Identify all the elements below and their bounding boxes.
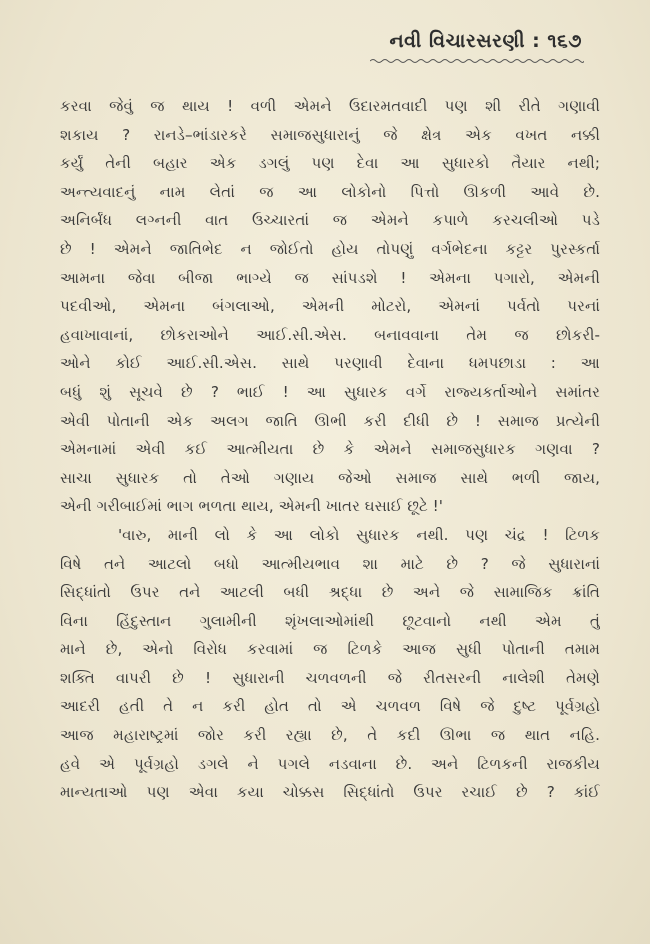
text-line: હવાખાવાનાં, છોકરાઓને આઈ.સી.એસ. બનાવવાના તેમ જ છોકરી- <box>60 325 600 344</box>
text-line: પદવીઓ, એમના બંગલાઓ, એમની મોટરો, એમનાં પર્વતો પરનાં <box>60 297 600 316</box>
text-line: શક્તિ વાપરી છે ! સુધારાની ચળવળની જે રીતસરની નાલેશી તેમણે <box>60 668 600 687</box>
text-line: એની ગરીબાઈમાં ભાગ ભળતા થાય, એમની ખાતર ઘસાઈ છૂટે !' <box>60 497 443 516</box>
text-line: કરવા જેવું જ થાય ! વળી એમને ઉદારમતવાદી પણ શી રીતે ગણાવી <box>60 97 600 115</box>
text-line: અનિર્બંધ લગ્નની વાત ઉચ્ચારતાં જ એમને કપાળે કરચલીઓ પડે <box>60 211 600 230</box>
text-line: આમના જેવા બીજા ભાગ્યે જ સાંપડશે ! એમના પગારો, એમની <box>60 268 600 287</box>
body-text <box>60 92 600 807</box>
text-line: એવી પોતાની એક અલગ જાતિ ઊભી કરી દીધી છે ! સમાજ પ્રત્યેની <box>60 411 600 430</box>
text-line: વિષે તને આટલો બધો આત્મીયભાવ શા માટે છે ? જે સુધારાનાં <box>60 554 600 573</box>
text-line: હવે એ પૂર્વગ્રહો ડગલે ને પગલે નડવાના છે. અને ટિળકની રાજકીય <box>60 754 600 773</box>
running-header: નવી વિચારસરણી : ૧૬૭ <box>389 30 582 52</box>
header-wavy-rule <box>370 58 584 64</box>
text-line: વિના હિંદુસ્તાન ગુલામીની શૃંખલાઓમાંથી છૂટવાનો નથી એમ તું <box>60 611 600 630</box>
paragraph-2 <box>60 521 600 807</box>
text-line: ઓને કોઈ આઈ.સી.એસ. સાથે પરણાવી દેવાના ધમપછાડા : આ <box>60 354 600 373</box>
text-line: શકાય ? રાનડે–ભાંડારકરે સમાજસુધારાનું જે ક્ષેત્ર એક વખત નક્કી <box>60 125 600 144</box>
paragraph-1 <box>60 92 600 521</box>
text-line: અન્ત્યવાદનું નામ લેતાં જ આ લોકોનો પિત્તો ઊકળી આવે છે. <box>60 182 600 201</box>
text-line: 'વારુ, માની લો કે આ લોકો સુધારક નથી. પણ ચંદ્ર ! ટિળક <box>118 525 600 544</box>
text-line: કર્યું તેની બહાર એક ડગલું પણ દેવા આ સુધારકો તૈયાર નથી; <box>60 154 600 173</box>
text-line: સિદ્ધાંતો ઉપર તને આટલી બધી શ્રદ્ધા છે અને જે સામાજિક ક્રાંતિ <box>60 583 600 602</box>
text-line: છે ! એમને જાતિભેદ ન જોઈતો હોય તોપણું વર્ગભેદના કટ્ટર પુરસ્કર્તા <box>60 239 600 258</box>
text-line: માન્યતાઓ પણ એવા કયા ચોક્કસ સિદ્ધાંતો ઉપર રચાઈ છે ? કાંઈ <box>60 783 600 802</box>
text-line: સાચા સુધારક તો તેઓ ગણાય જેઓ સમાજ સાથે ભળી જાય, <box>60 468 600 487</box>
text-line: આદરી હતી તે ન કરી હોત તો એ ચળવળ વિષે જે દુષ્ટ પૂર્વગ્રહો <box>60 697 600 716</box>
text-line: બધું શું સૂચવે છે ? ભાઈ ! આ સુધારક વર્ગે રાજ્યકર્તાઓને સમાંતર <box>60 382 600 401</box>
text-line: એમનામાં એવી કઈ આત્મીયતા છે કે એમને સમાજસુધારક ગણવા ? <box>60 440 600 459</box>
text-line: માને છે, એનો વિરોધ કરવામાં જ ટિળકે આજ સુધી પોતાની તમામ <box>60 640 600 659</box>
text-line: આજ મહારાષ્ટ્રમાં જોર કરી રહ્યા છે, તે કદી ઊભા જ થાત નહિ. <box>60 726 600 745</box>
